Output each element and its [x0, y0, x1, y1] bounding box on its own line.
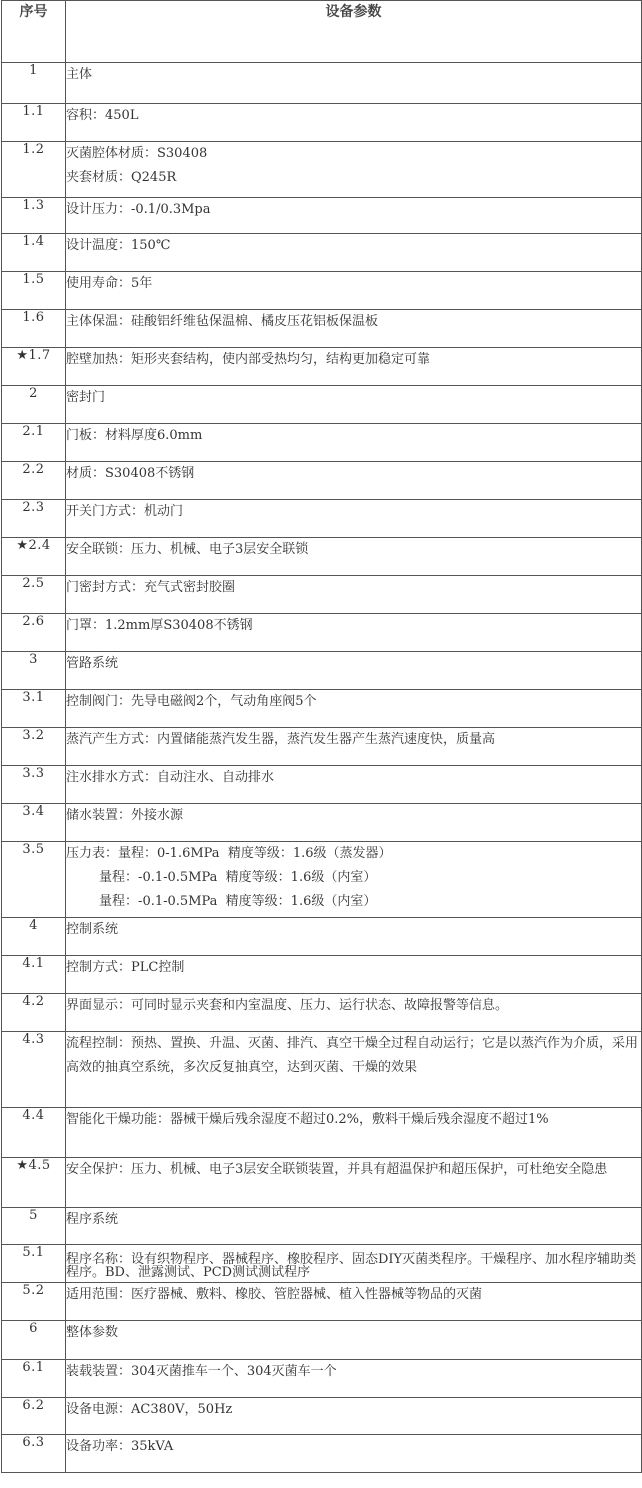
parameter-line: 容积：450L: [66, 108, 139, 123]
parameter-line: 控制阀门：先导电磁阀2个，气动角座阀5个: [66, 694, 317, 709]
row-number: 2.5: [2, 576, 66, 614]
row-parameter: [66, 1208, 642, 1245]
table-row: [2, 842, 642, 918]
header-parameters: 设备参数: [66, 1, 642, 63]
row-number: 3: [2, 652, 66, 690]
parameter-line: 灭菌腔体材质：S30408: [66, 146, 208, 161]
row-number: 5.1: [2, 1245, 66, 1283]
row-parameter: [66, 272, 642, 310]
row-number: 4.4: [2, 1108, 66, 1158]
parameter-line: 设计温度：150℃: [66, 238, 171, 253]
row-number: 2: [2, 386, 66, 424]
table-row: [2, 462, 642, 500]
parameter-line: 量程：-0.1-0.5MPa 精度等级：1.6级（内室）: [66, 894, 377, 909]
parameter-line: 门罩：1.2mm厚S30408不锈钢: [66, 618, 253, 633]
row-parameter: [66, 198, 642, 234]
parameter-line: 压力表：量程：0-1.6MPa 精度等级：1.6级（蒸发器）: [66, 846, 392, 861]
table-row: [2, 1208, 642, 1245]
row-number: 6: [2, 1321, 66, 1360]
parameter-line: 使用寿命：5年: [66, 276, 153, 291]
row-parameter: [66, 142, 642, 198]
table-row: [2, 198, 642, 234]
row-parameter: [66, 1435, 642, 1473]
parameter-line: 门板：材料厚度6.0mm: [66, 428, 203, 443]
row-number: 2.3: [2, 500, 66, 538]
table-row: [2, 1435, 642, 1473]
parameter-line: 蒸汽产生方式：内置储能蒸汽发生器，蒸汽发生器产生蒸汽速度快，质量高: [66, 732, 496, 747]
row-parameter: [66, 1245, 642, 1283]
row-parameter: [66, 386, 642, 424]
table-row: [2, 234, 642, 272]
row-number: 2.6: [2, 614, 66, 652]
row-parameter: [66, 614, 642, 652]
table-row: [2, 1283, 642, 1321]
parameter-line: 流程控制：预热、置换、升温、灭菌、排汽、真空干燥全过程自动运行；它是以蒸汽作为介质，采用高效的抽真空系统，多次反复抽真空，达到灭菌、干燥的效果: [66, 1036, 639, 1075]
parameter-line: 控制系统: [66, 922, 119, 937]
row-parameter: [66, 690, 642, 728]
table-row: [2, 348, 642, 386]
row-number: 1.3: [2, 198, 66, 234]
row-number: 5.2: [2, 1283, 66, 1321]
row-parameter: [66, 424, 642, 462]
parameter-line: 主体: [66, 67, 93, 82]
row-number: 4.2: [2, 994, 66, 1032]
row-parameter: [66, 956, 642, 994]
table-row: [2, 424, 642, 462]
row-number: 1.6: [2, 310, 66, 348]
parameter-line: 储水装置：外接水源: [66, 808, 184, 823]
table-row: [2, 918, 642, 956]
parameter-line: 安全保护：压力、机械、电子3层安全联锁装置，并具有超温保护和超压保护，可杜绝安全隐患: [66, 1162, 608, 1177]
parameter-line: 控制方式：PLC控制: [66, 960, 185, 975]
row-parameter: [66, 104, 642, 142]
row-number: 5: [2, 1208, 66, 1245]
table-row: [2, 766, 642, 804]
table-row: [2, 272, 642, 310]
row-parameter: [66, 1032, 642, 1108]
table-row: [2, 1398, 642, 1435]
row-number: 1: [2, 63, 66, 104]
row-parameter: [66, 538, 642, 576]
row-parameter: [66, 462, 642, 500]
row-number: 4.3: [2, 1032, 66, 1108]
table-row: [2, 728, 642, 766]
row-number: 6.1: [2, 1360, 66, 1398]
row-number: 3.1: [2, 690, 66, 728]
table-row: [2, 1321, 642, 1360]
parameter-line: 材质：S30408不锈钢: [66, 466, 195, 481]
row-number: 6.2: [2, 1398, 66, 1435]
table-row: [2, 104, 642, 142]
row-number: ★4.5: [2, 1158, 66, 1208]
table-row: [2, 310, 642, 348]
table-row: [2, 538, 642, 576]
row-number: 1.5: [2, 272, 66, 310]
table-row: [2, 386, 642, 424]
table-row: [2, 576, 642, 614]
row-parameter: [66, 500, 642, 538]
parameter-line: 密封门: [66, 390, 106, 405]
parameter-line: 开关门方式：机动门: [66, 504, 184, 519]
parameter-line: 安全联锁：压力、机械、电子3层安全联锁: [66, 542, 309, 557]
table-row: [2, 804, 642, 842]
parameter-line: 腔壁加热：矩形夹套结构，使内部受热均匀，结构更加稳定可靠: [66, 352, 431, 367]
table-row: [2, 142, 642, 198]
row-number: 6.3: [2, 1435, 66, 1473]
row-number: 2.1: [2, 424, 66, 462]
row-parameter: [66, 994, 642, 1032]
parameter-line: 管路系统: [66, 656, 119, 671]
parameter-line: 设备电源：AC380V，50Hz: [66, 1402, 233, 1417]
table-body: [2, 63, 642, 1473]
header-row: [2, 1, 642, 63]
row-parameter: [66, 728, 642, 766]
parameter-line: 程序名称：设有织物程序、器械程序、橡胶程序、固态DIY灭菌类程序。干燥程序、加水程序辅助类程序。BD、泄露测试、PCD测试测试程序: [66, 1252, 637, 1280]
parameter-line: 设计压力：-0.1/0.3Mpa: [66, 202, 211, 217]
parameter-line: 注水排水方式：自动注水、自动排水: [66, 770, 275, 785]
row-number: 4: [2, 918, 66, 956]
row-parameter: [66, 63, 642, 104]
parameter-line: 主体保温：硅酸铝纤维毡保温棉、橘皮压花铝板保温板: [66, 314, 379, 329]
row-number: ★1.7: [2, 348, 66, 386]
parameter-line: 智能化干燥功能：器械干燥后残余湿度不超过0.2%，敷料干燥后残余湿度不超过1%: [66, 1112, 549, 1127]
row-parameter: [66, 310, 642, 348]
row-parameter: [66, 766, 642, 804]
row-parameter: [66, 652, 642, 690]
table-row: [2, 994, 642, 1032]
spec-table: [1, 0, 642, 1473]
row-number: 1.4: [2, 234, 66, 272]
row-number: 1.2: [2, 142, 66, 198]
parameter-line: 门密封方式：充气式密封胶圈: [66, 580, 236, 595]
row-number: ★2.4: [2, 538, 66, 576]
row-parameter: [66, 1283, 642, 1321]
table-row: [2, 614, 642, 652]
table-row: [2, 690, 642, 728]
row-parameter: [66, 1398, 642, 1435]
row-parameter: [66, 918, 642, 956]
parameter-line: 界面显示：可同时显示夹套和内室温度、压力、运行状态、故障报警等信息。: [66, 998, 509, 1013]
table-row: [2, 1360, 642, 1398]
row-parameter: [66, 1360, 642, 1398]
parameter-line: 设备功率：35kVA: [66, 1439, 174, 1454]
table-row: [2, 1158, 642, 1208]
table-row: [2, 1245, 642, 1283]
row-parameter: [66, 842, 642, 918]
parameter-line: 适用范围：医疗器械、敷料、橡胶、管腔器械、植入性器械等物品的灭菌: [66, 1287, 483, 1302]
row-number: 3.3: [2, 766, 66, 804]
table-row: [2, 500, 642, 538]
table-row: [2, 63, 642, 104]
row-parameter: [66, 348, 642, 386]
table-row: [2, 652, 642, 690]
table-row: [2, 1108, 642, 1158]
row-number: 3.5: [2, 842, 66, 918]
row-parameter: [66, 804, 642, 842]
parameter-line: 量程：-0.1-0.5MPa 精度等级：1.6级（内室）: [66, 870, 377, 885]
parameter-line: 夹套材质：Q245R: [66, 170, 177, 185]
row-parameter: [66, 1321, 642, 1360]
row-parameter: [66, 576, 642, 614]
table-row: [2, 956, 642, 994]
table-row: [2, 1032, 642, 1108]
header-number: 序号: [2, 1, 66, 63]
parameter-line: 程序系统: [66, 1212, 119, 1227]
row-parameter: [66, 234, 642, 272]
row-number: 3.4: [2, 804, 66, 842]
row-parameter: [66, 1108, 642, 1158]
row-number: 1.1: [2, 104, 66, 142]
row-number: 3.2: [2, 728, 66, 766]
parameter-line: 整体参数: [66, 1325, 119, 1340]
row-parameter: [66, 1158, 642, 1208]
parameter-line: 装载装置：304灭菌推车一个、304灭菌车一个: [66, 1364, 337, 1379]
row-number: 2.2: [2, 462, 66, 500]
row-number: 4.1: [2, 956, 66, 994]
